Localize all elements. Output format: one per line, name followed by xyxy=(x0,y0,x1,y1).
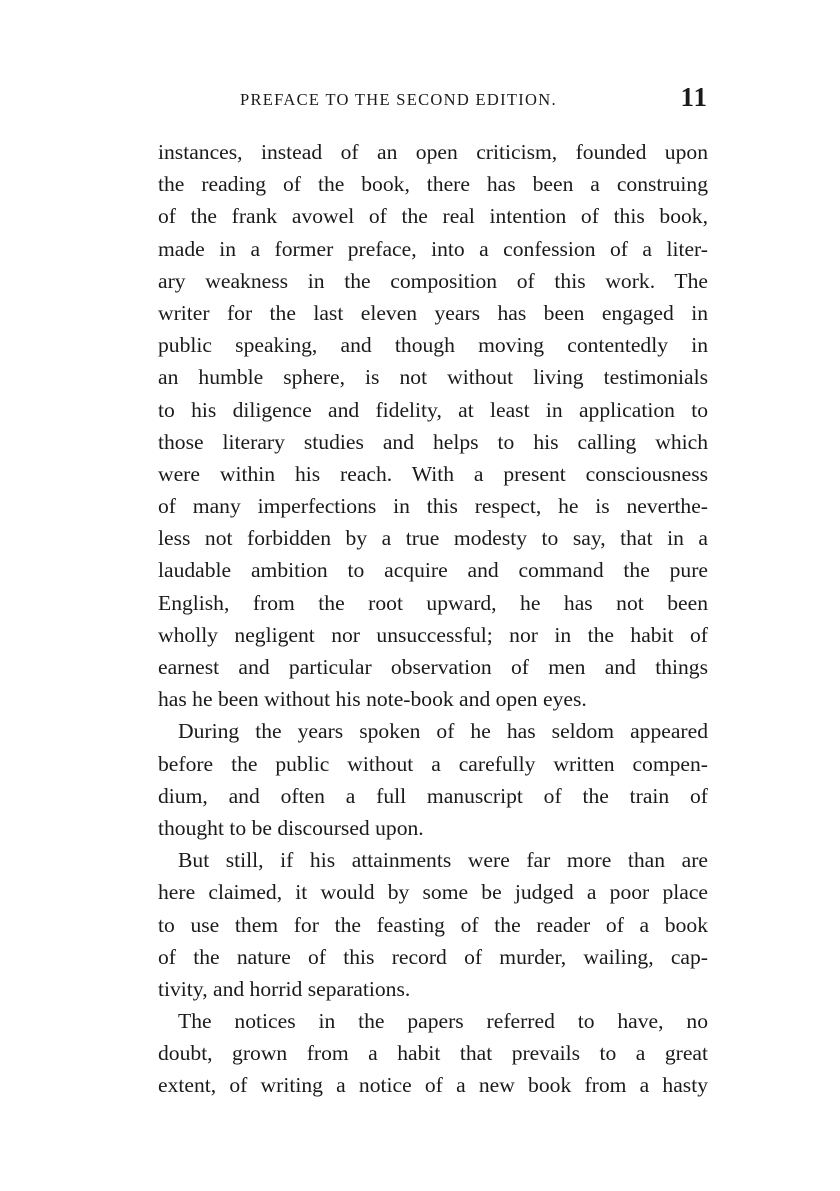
text-line: of the nature of this record of murder, wailing, cap- xyxy=(158,944,708,969)
text-line: instances, instead of an open criticism, founded upon xyxy=(158,140,708,164)
text-line: But still, if his attainments were far more than are xyxy=(178,848,708,873)
text-line: writer for the last eleven years has been engaged in xyxy=(158,300,708,325)
text-line: earnest and particular observation of men and things xyxy=(158,655,708,679)
text-line: wholly negligent nor unsuccessful; nor in the habit of xyxy=(158,622,708,647)
text-line: ary weakness in the composition of this work. The xyxy=(158,268,708,293)
text-line: made in a former preface, into a confession of a liter- xyxy=(158,236,708,261)
text-line: of many imperfections in this respect, he is neverthe- xyxy=(158,494,708,519)
paragraph-3 xyxy=(158,844,708,1005)
page-number: 11 xyxy=(680,82,708,112)
text-line: The notices in the papers referred to have, no xyxy=(178,1009,708,1034)
text-line: doubt, grown from a habit that prevails to a great xyxy=(158,1041,708,1066)
running-header xyxy=(158,84,708,116)
text-line: laudable ambition to acquire and command the pure xyxy=(158,558,708,583)
text-line: were within his reach. With a present consciousness xyxy=(158,461,708,486)
text-line: less not forbidden by a true modesty to say, that in a xyxy=(158,526,708,551)
running-title: PREFACE TO THE SECOND EDITION. xyxy=(240,90,557,109)
paragraph-4 xyxy=(158,1005,708,1102)
text-line: before the public without a carefully written compen- xyxy=(158,751,708,776)
text-line: here claimed, it would by some be judged a poor place xyxy=(158,880,708,905)
text-line: an humble sphere, is not without living testimonials xyxy=(158,365,708,390)
text-line: dium, and often a full manuscript of the train of xyxy=(158,783,708,808)
text-line: has he been without his note-book and open eyes. xyxy=(158,687,587,712)
text-line: tivity, and horrid separations. xyxy=(158,976,411,1001)
paragraph-1 xyxy=(158,136,708,715)
body-text xyxy=(158,136,708,1102)
paragraph-2 xyxy=(158,715,708,844)
text-line: English, from the root upward, he has not been xyxy=(158,590,708,615)
text-line: to his diligence and fidelity, at least in application to xyxy=(158,397,708,422)
text-line: extent, of writing a notice of a new book from a hasty xyxy=(158,1073,708,1098)
text-line: to use them for the feasting of the reader of a book xyxy=(158,912,708,937)
text-line: public speaking, and though moving contentedly in xyxy=(158,333,708,358)
text-line: of the frank avowel of the real intention of this book, xyxy=(158,204,708,229)
text-line: During the years spoken of he has seldom appeared xyxy=(178,719,708,744)
text-line: the reading of the book, there has been a construing xyxy=(158,172,708,197)
text-line: thought to be discoursed upon. xyxy=(158,815,424,840)
text-line: those literary studies and helps to his calling which xyxy=(158,429,708,454)
